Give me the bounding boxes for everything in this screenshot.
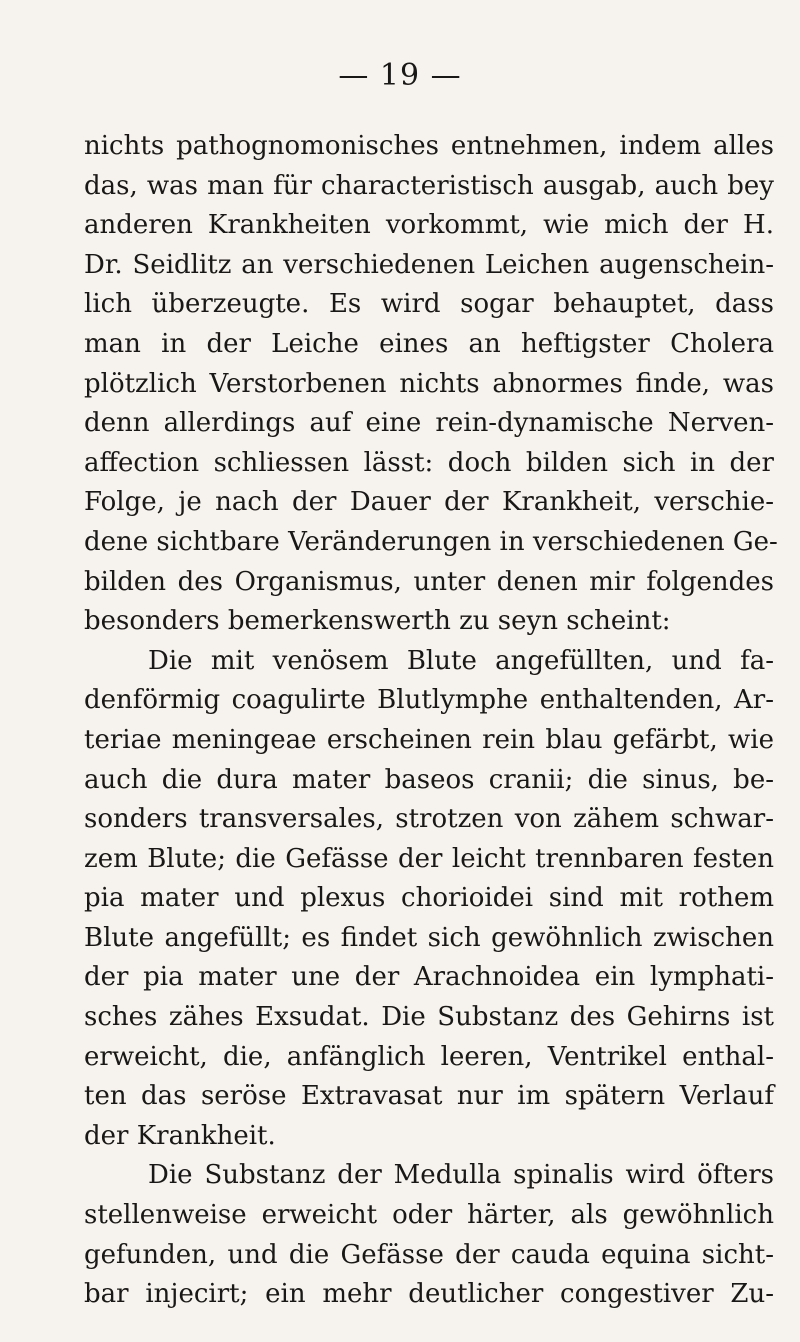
text-line: auch die dura mater baseos cranii; die sinus, be- bbox=[84, 764, 774, 795]
text-line: besonders bemerkenswerth zu seyn scheint: bbox=[84, 606, 671, 637]
text-line: der Krankheit. bbox=[84, 1120, 276, 1151]
text-line: Folge, je nach der Dauer der Krankheit, verschie- bbox=[84, 487, 774, 518]
text-line: plötzlich Verstorbenen nichts abnormes finde, was bbox=[84, 368, 774, 399]
text-line: denförmig coagulirte Blutlymphe enthaltenden, Ar- bbox=[84, 685, 774, 716]
text-line: affection schliessen lässt: doch bilden sich in der bbox=[84, 447, 774, 478]
text-line: bilden des Organismus, unter denen mir folgendes bbox=[84, 566, 774, 597]
text-line: Blute angefüllt; es findet sich gewöhnlich zwischen bbox=[84, 922, 774, 953]
text-line: stellenweise erweicht oder härter, als gewöhnlich bbox=[84, 1200, 774, 1231]
page-number-header: — 19 — bbox=[338, 58, 462, 93]
text-line: pia mater und plexus chorioidei sind mit rothem bbox=[84, 883, 774, 914]
text-line: zem Blute; die Gefässe der leicht trennbaren festen bbox=[84, 843, 774, 874]
text-line: ten das seröse Extravasat nur im spätern Verlauf bbox=[84, 1081, 774, 1112]
text-line: gefunden, und die Gefässe der cauda equina sicht- bbox=[84, 1239, 774, 1270]
body-text bbox=[84, 127, 778, 1315]
paragraph-start-line: Die Substanz der Medulla spinalis wird öfters bbox=[148, 1160, 774, 1191]
text-line: denn allerdings auf eine rein-dynamische Nerven- bbox=[84, 408, 774, 439]
text-line: man in der Leiche eines an heftigster Cholera bbox=[84, 328, 774, 359]
text-line: sches zähes Exsudat. Die Substanz des Gehirns ist bbox=[84, 1002, 774, 1033]
text-line: Dr. Seidlitz an verschiedenen Leichen augenschein- bbox=[84, 249, 774, 280]
text-line: lich überzeugte. Es wird sogar behauptet, dass bbox=[84, 289, 774, 320]
text-line: anderen Krankheiten vorkommt, wie mich der H. bbox=[84, 210, 774, 241]
paragraph-start-line: Die mit venösem Blute angefüllten, und fa- bbox=[148, 645, 774, 676]
text-line: nichts pathognomonisches entnehmen, indem alles bbox=[84, 131, 774, 161]
text-line: teriae meningeae erscheinen rein blau gefärbt, wie bbox=[84, 724, 774, 755]
text-line: bar injecirt; ein mehr deutlicher congestiver Zu- bbox=[84, 1279, 774, 1310]
text-line: sonders transversales, strotzen von zähem schwar- bbox=[84, 804, 774, 835]
text-line: das, was man für characteristisch ausgab, auch bey bbox=[84, 170, 774, 201]
text-line: der pia mater une der Arachnoidea ein lymphati- bbox=[84, 962, 774, 993]
text-line: dene sichtbare Veränderungen in verschiedenen Ge- bbox=[84, 526, 778, 557]
text-line: erweicht, die, anfänglich leeren, Ventrikel enthal- bbox=[84, 1041, 774, 1072]
